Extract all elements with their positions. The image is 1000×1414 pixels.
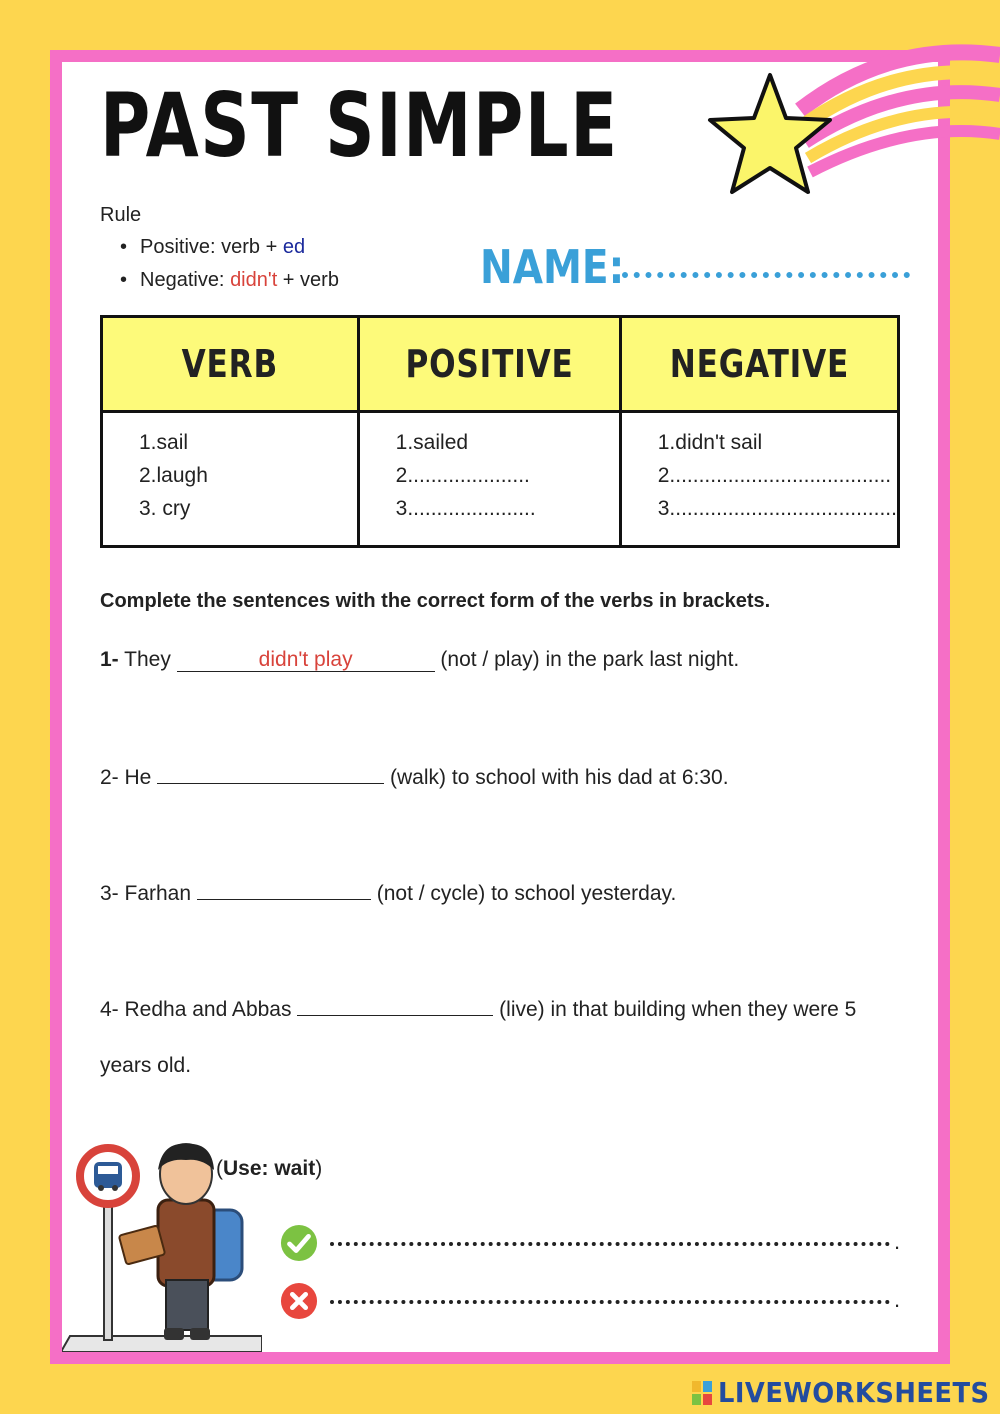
name-label: NAME: (480, 240, 625, 294)
sentence-4: 4- Redha and Abbas (live) in that building when they were 5 (100, 998, 857, 1021)
negative-blank[interactable]: 3....................................... (657, 497, 897, 520)
rule-label: Rule (100, 204, 142, 226)
verb-item: 3. cry (139, 497, 191, 520)
instructions: Complete the sentences with the correct form of the verbs in brackets. (100, 590, 771, 612)
header-verb: VERB (102, 317, 359, 412)
negative-column (620, 412, 898, 547)
negative-answer-line[interactable] (330, 1290, 890, 1304)
cross-icon (280, 1282, 318, 1320)
header-negative: NEGATIVE (620, 317, 898, 412)
positive-blank[interactable]: 2..................... (395, 464, 530, 487)
rule-positive: • Positive: verb + ed (120, 236, 339, 259)
answer-1[interactable]: didn't play (177, 648, 435, 672)
shooting-star-rainbow-icon (690, 30, 1000, 230)
verb-table (100, 315, 900, 548)
name-field[interactable] (622, 262, 910, 278)
use-hint: (Use: wait) (216, 1157, 323, 1180)
rule-list (120, 236, 339, 302)
positive-answer-line[interactable] (330, 1232, 890, 1246)
didnt-word: didn't (230, 269, 278, 291)
sentence-4-continued: years old. (100, 1054, 192, 1077)
negative-blank[interactable]: 2...................................... (657, 464, 892, 487)
positive-item: 1.sailed (395, 431, 469, 454)
positive-blank[interactable]: 3...................... (395, 497, 536, 520)
rule-negative: • Negative: didn't + verb (120, 269, 339, 292)
sentence-3: 3- Farhan (not / cycle) to school yesterday. (100, 882, 677, 905)
ed-suffix: ed (282, 236, 306, 258)
verb-item: 1.sail (139, 431, 189, 454)
sentence-1: 1- They didn't play (not / play) in the park last night. (100, 648, 740, 671)
answer-3[interactable] (197, 880, 371, 900)
positive-column (358, 412, 620, 547)
line-end-dot: . (894, 1287, 901, 1312)
page-title: PAST SIMPLE (100, 74, 619, 177)
header-positive: POSITIVE (358, 317, 620, 412)
sentence-2: 2- He (walk) to school with his dad at 6:30. (100, 766, 729, 789)
verb-column (102, 412, 359, 547)
negative-item: 1.didn't sail (657, 431, 763, 454)
check-icon (280, 1224, 318, 1262)
verb-item: 2.laugh (139, 464, 208, 487)
liveworksheets-mark-icon (692, 1381, 712, 1405)
line-end-dot: . (894, 1229, 901, 1254)
liveworksheets-logo (692, 1376, 1000, 1409)
answer-2[interactable] (157, 764, 384, 784)
answer-4[interactable] (297, 996, 493, 1016)
brand-name: LIVEWORKSHEETS (718, 1376, 990, 1409)
